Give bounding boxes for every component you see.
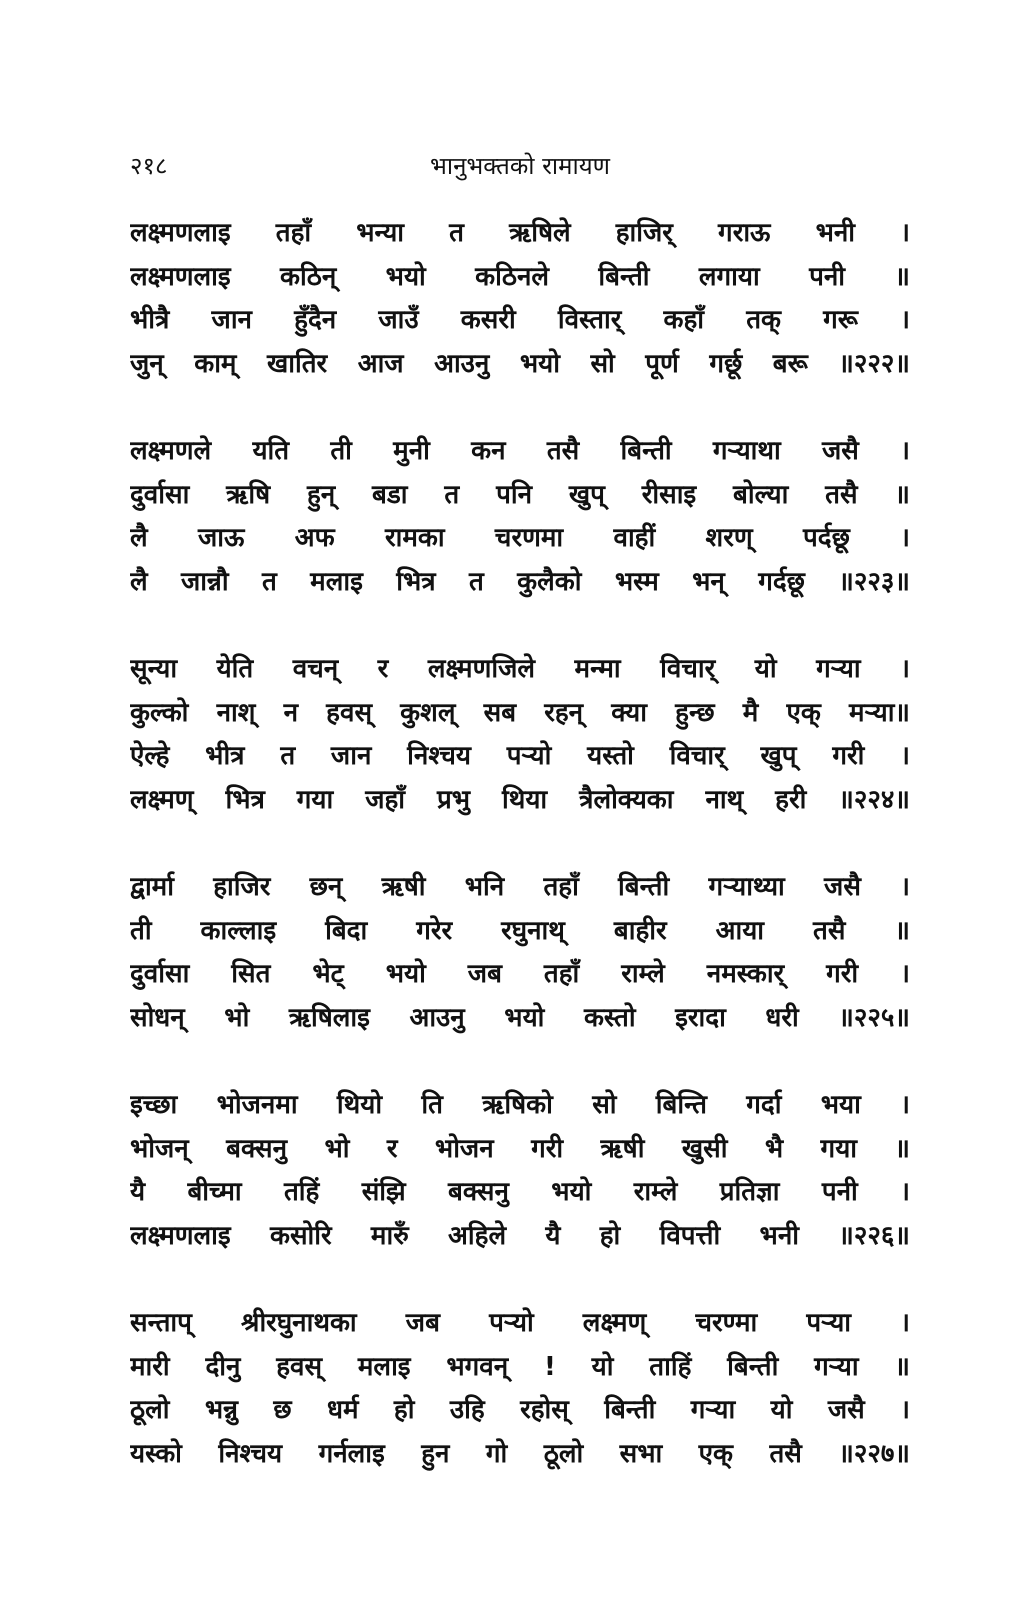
page-header (130, 146, 910, 186)
verse-line: दुर्वासा ऋषि हुन् बडा त पनि खुप् रीसाइ बोल्या तसै ॥ (130, 479, 910, 510)
verse-line: लक्ष्मणले यति ती मुनी कन तसै बिन्ती गऱ्याथा जसै । (130, 436, 910, 466)
verse-line: लक्ष्मणलाइ कसोरि मारुँ अहिले यै हो विपत्ती भनी ॥२२६॥ (130, 1220, 910, 1251)
verse-line: कुल्को नाश् न हवस् कुशल् सब रहन् क्या हुन्छ मै एक् मऱ्या॥ (130, 697, 910, 728)
verse-line: सून्या येति वचन् र लक्ष्मणजिले मन्मा विचार् यो गऱ्या । (130, 654, 910, 684)
verse-line: यस्को निश्चय गर्नलाइ हुन गो ठूलो सभा एक् तसै ॥२२७॥ (130, 1438, 910, 1469)
verse-line: ऐल्हे भीत्र त जान निश्चय पऱ्यो यस्तो विचार् खुप् गरी । (130, 741, 910, 771)
verse-line: ठूलो भन्नु छ धर्म हो उहि रहोस् बिन्ती गऱ्या यो जसै । (130, 1395, 910, 1425)
stanza-225 (130, 866, 910, 1040)
verse-line: सोधन् भो ऋषिलाइ आउनु भयो कस्तो इरादा धरी ॥२२५॥ (130, 1002, 910, 1033)
stanza-223 (130, 430, 910, 604)
verse-line: इच्छा भोजनमा थियो ति ऋषिको सो बिन्ति गर्दा भया । (130, 1090, 910, 1120)
page-number: २१८ (130, 152, 168, 180)
verse-line: द्वार्मा हाजिर छन् ऋषी भनि तहाँ बिन्ती गऱ्याथ्या जसै । (130, 872, 910, 902)
stanza-226 (130, 1084, 910, 1258)
verse-line: लै जान्नौ त मलाइ भित्र त कुलैको भस्म भन् गर्दछू ॥२२३॥ (130, 566, 910, 597)
verse-line: दुर्वासा सित भेट् भयो जब तहाँ राम्ले नमस्कार् गरी । (130, 959, 910, 989)
verse-line: लक्ष्मण् भित्र गया जहाँ प्रभु थिया त्रैलोक्यका नाथ् हरी ॥२२४॥ (130, 784, 910, 815)
verse-body (130, 212, 910, 1520)
stanza-227 (130, 1302, 910, 1476)
verse-line: यै बीच्मा तहिं संझि बक्सनु भयो राम्ले प्रतिज्ञा पनी । (130, 1177, 910, 1207)
verse-line: ती काल्लाइ बिदा गरेर रघुनाथ् बाहीर आया तसै ॥ (130, 915, 910, 946)
running-title: भानुभक्तको रामायण (430, 152, 610, 180)
stanza-222 (130, 212, 910, 386)
stanza-224 (130, 648, 910, 822)
verse-line: भोजन् बक्सनु भो र भोजन गरी ऋषी खुसी भै गया ॥ (130, 1133, 910, 1164)
verse-line: भीत्रै जान हुँदैन जाउँ कसरी विस्तार् कहाँ तक् गरू । (130, 305, 910, 335)
verse-line: लक्ष्मणलाइ कठिन् भयो कठिनले बिन्ती लगाया पनी ॥ (130, 261, 910, 292)
verse-line: मारी दीनु हवस् मलाइ भगवन् ! यो ताहिं बिन्ती गऱ्या ॥ (130, 1351, 910, 1382)
verse-line: लक्ष्मणलाइ तहाँ भन्या त ऋषिले हाजिर् गराऊ भनी । (130, 218, 910, 248)
verse-line: सन्ताप् श्रीरघुनाथका जब पऱ्यो लक्ष्मण् चरण्मा पऱ्या । (130, 1308, 910, 1338)
verse-line: जुन् काम् खातिर आज आउनु भयो सो पूर्ण गर्छू बरू ॥२२२॥ (130, 348, 910, 379)
verse-line: लै जाऊ अफ रामका चरणमा वाहीं शरण् पर्दछू । (130, 523, 910, 553)
